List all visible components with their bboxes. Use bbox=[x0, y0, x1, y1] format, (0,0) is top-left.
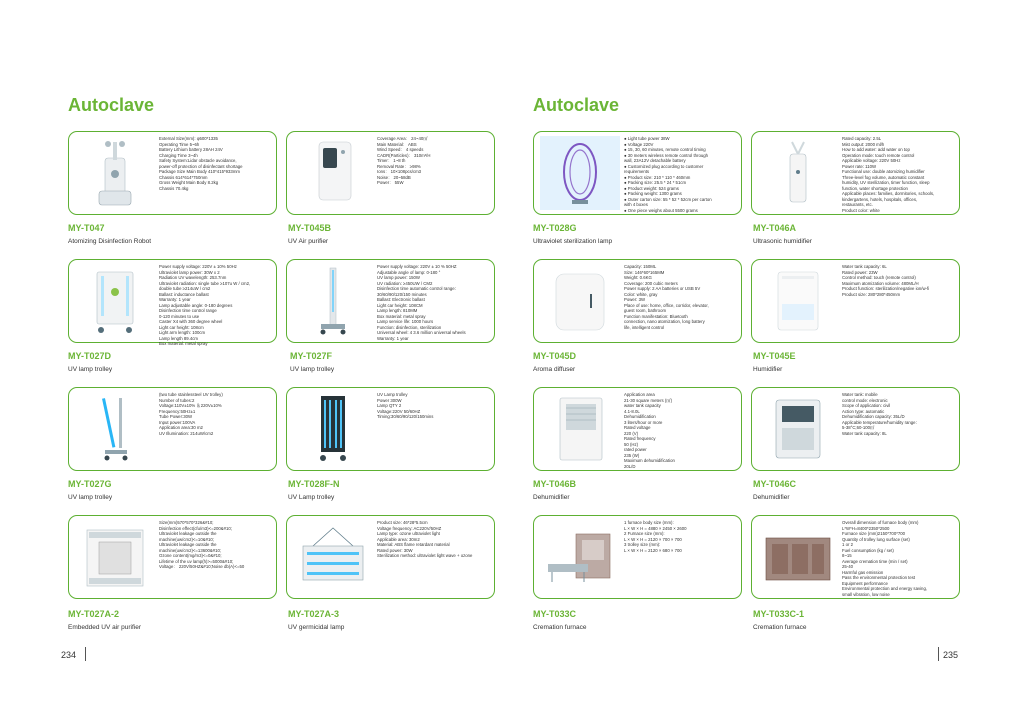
product-model: MY-T047 bbox=[68, 223, 105, 233]
product-specs: Product size: 46*28*5.5cm Voltage frequency: AC220V/50HZ Lamp type: ozone ultraviolet light Applicable area: 30m2 Material: ABS flame retardant material Rated power: 30W Sterilization method: ultraviolet light wave + ozone bbox=[377, 520, 473, 558]
product-model: MY-T027A-3 bbox=[288, 609, 340, 619]
product-model: MY-T046B bbox=[533, 479, 577, 489]
atomizing-robot-image bbox=[75, 136, 155, 210]
product-name: Cremation furnace bbox=[533, 624, 587, 631]
product-model: MY-T033C-1 bbox=[753, 609, 805, 619]
product-name: Cremation furnace bbox=[753, 624, 807, 631]
product-specs: Size(mm)570*570*326&#10; Disinfection effect(cfu/m3)<=200&#10; Ultraviolet leakage outside the machine(uw/cm2)<=10&#10; Ultraviolet leakage outside the machine(uw/cm2)<=13600&#10; Ozone content(mg/m3)<=0&#10; Lifetime of the uv lamp(h)>=5000&#10; Voltage： 220V/50HZ&#10;Noise db(A)<=50 bbox=[159, 520, 245, 569]
product-name: Embedded UV air purifier bbox=[68, 624, 141, 631]
product-card-my-t045d bbox=[533, 259, 742, 343]
product-model: MY-T027F bbox=[290, 351, 333, 361]
uv-trolley-image bbox=[75, 392, 155, 466]
product-model: MY-T045E bbox=[753, 351, 796, 361]
page-number-divider bbox=[85, 647, 86, 661]
uv-sterilization-lamp-image bbox=[540, 136, 620, 210]
product-model: MY-T045D bbox=[533, 351, 577, 361]
product-model: MY-T027G bbox=[68, 479, 112, 489]
product-name: Atomizing Disinfection Robot bbox=[68, 238, 152, 245]
product-specs: Capacity: 150ML Size: 146*60*165MM Weight: 0.6KG Coverage: 200 cubic meters Power supply: 2 AA batteries or USB 5V Color: white, gray Power: 3W Place of use: home, office, corridor, elevator, guest room, bathroom Function manifestation: Bluetooth connection, nano atomization, long battery life, intelligent control bbox=[624, 264, 709, 330]
product-specs: Application area 21-30 square meters (㎡) water tank capacity 4.1-8.0L Dehumidification 3 liters/hour or more Rated voltage 220 (V) Rated frequency 50 (Hz) rated power 235 (W) Maximum dehumidification 20L/D bbox=[624, 392, 675, 469]
page-number: 234 bbox=[61, 650, 77, 660]
product-name: UV germicidal lamp bbox=[288, 624, 345, 631]
dehumidifier-image bbox=[758, 392, 838, 466]
product-card-my-t046a bbox=[751, 131, 960, 215]
product-model: MY-T033C bbox=[533, 609, 577, 619]
product-specs: Rated capacity: 2.5L Mist output: 2000 ml/h How to add water: add water on top Operation mode: touch remote control Applicable voltage: 220V 50Hz Power rate: 110W Functional use: double atomizing humidifier Three-level fog volume, automatic constant humidity, UV sterilization, timer function, sleep function, water shortage protection Applicable places: families, dormitories, schools, kindergartens, hotels, hospitals, offices, restaurants, etc. Product color: white bbox=[842, 136, 935, 213]
product-model: MY-T028F-N bbox=[288, 479, 340, 489]
aroma-diffuser-image bbox=[540, 264, 620, 338]
product-name: UV lamp trolley bbox=[68, 494, 113, 501]
product-specs: UV Lamp trolley Power 300W Lamp QTY 2 Voltage:220V 50/60HZ Timing:30/60/90/120/150mins bbox=[377, 392, 434, 419]
uv-trolley-image bbox=[293, 264, 373, 338]
product-card-my-t046c bbox=[751, 387, 960, 471]
germicidal-lamp-image bbox=[293, 520, 373, 594]
product-model: MY-T046C bbox=[753, 479, 797, 489]
product-specs: Power supply voltage: 220V ± 10% 50Hz Ultraviolet lamp power: 30W x 2 Radiation UV wavelength: 253.7nm Ultraviolet radiation: single tube ≥107u W / cm2, double tube ≥214uW / cm2 Ballast: inductance ballast Warranty: 1 year Lamp adjustable angle: 0-180 degrees Disinfection time control range 0-120 minutes to use Caster X4 with 360 degree wheel Light car height: 108cm Light arm length: 100cm Lamp length 89.4cm Box material: metal spray bbox=[159, 264, 251, 346]
page-number-divider bbox=[938, 647, 939, 661]
product-specs: Water tank: mobile control mode: electronic Scope of application: civil Action type: automatic Dehumidification capacity: 35L/D Applicable temperature/humidity range: 5-38°C;60-100㎡ Water tank capacity: 8L bbox=[842, 392, 917, 436]
product-specs: External Size(mm): φ500*1335 Operating Time 5~6h Battery Lithium battery 28AH 24V Charging Time 3~4h Safety System:Lidar obstacle avoidance, power-off protection of disinfectant shortage Package Size Main Body 410*415*933mm Chassis 614*614*750mm Gross Weight Main Body 8.2kg Chassis 70.4kg bbox=[159, 136, 243, 191]
left-page-title: Autoclave bbox=[68, 95, 155, 115]
product-name: UV Lamp trolley bbox=[288, 494, 335, 501]
product-card-my-t027a-3 bbox=[286, 515, 495, 599]
product-name: Aroma diffuser bbox=[533, 366, 576, 373]
dehumidifier-image bbox=[540, 392, 620, 466]
product-card-my-t027g bbox=[68, 387, 277, 471]
product-specs: Coverage Area： 24~40㎡ Main Material： ABS Wind Speed： 4 speeds CADR(Particles)： 310m³/H Timer： 1~8 th Removal Rate： ≥98% Ions： 10×108pcs/cm3 Noise： 20~58dB Power： 55W bbox=[377, 136, 431, 185]
product-model: MY-T027D bbox=[68, 351, 112, 361]
product-name: Dehumidifier bbox=[753, 494, 790, 501]
product-specs: ● Light tube power 38W ● Voltage 220V ● 15, 30, 60 minutes, remote control timing ● 30 meters wireless remote control through wall, 23A12V detachable battery ● Customized plug according to customer requirements ● Product size: 210 * 110 * 460mm ● Packing size: 25.5 * 24 * 51cm ● Product weight: 524 grams ● Packing weight: 1300 grams ● Outer carton size: 55 * 52 * 52cm per carton with 4 boxes ● One piece weighs about 5500 grams bbox=[624, 136, 712, 213]
cremation-furnace-image bbox=[540, 520, 620, 594]
page-number: 235 bbox=[943, 650, 959, 660]
product-card-my-t047 bbox=[68, 131, 277, 215]
cremation-furnace-image bbox=[758, 520, 838, 594]
product-specs: (two tube stainlessteel UV trolley) Number of tubes:2 Voltage:110V±10% ＆220V±10% Frequency:50Hz±1 Tube Power:30W Input power:100VA Application area:30 m2 UV Illumination: 214uW/cm2 bbox=[159, 392, 223, 436]
product-card-my-t027d bbox=[68, 259, 277, 346]
product-card-my-t027f bbox=[286, 259, 495, 343]
product-card-my-t028g bbox=[533, 131, 742, 215]
embedded-purifier-image bbox=[75, 520, 155, 594]
product-name: UV lamp trolley bbox=[290, 366, 335, 373]
product-card-my-t033c-1 bbox=[751, 515, 960, 599]
product-name: Ultrasonic humidifier bbox=[753, 238, 812, 245]
right-page-title: Autoclave bbox=[533, 95, 620, 115]
product-name: Humidifier bbox=[753, 366, 783, 373]
product-card-my-t033c bbox=[533, 515, 742, 599]
product-model: MY-T028G bbox=[533, 223, 577, 233]
product-model: MY-T045B bbox=[288, 223, 332, 233]
humidifier-image bbox=[758, 264, 838, 338]
product-card-my-t027a-2 bbox=[68, 515, 277, 599]
product-card-my-t045e bbox=[751, 259, 960, 343]
product-card-my-t046b bbox=[533, 387, 742, 471]
product-model: MY-T046A bbox=[753, 223, 797, 233]
product-name: Ultraviolet sterilization lamp bbox=[533, 238, 613, 245]
product-name: Dehumidifier bbox=[533, 494, 570, 501]
product-specs: Power supply voltage: 220V ± 10 % 50HZ Adjustable angle of lamp: 0-180 ° UV lamp power: 150W UV radiation: ≥450UW / CM2 Disinfection time automatic control range: 30/60/90/120/150 minutes Ballast: Electronic ballast Light car height: 108CM Lamp length: 810MM Box material: metal spray Lamp service life: 1000 hours Function: disinfection, sterilization Universal wheel: 4 3.6 million universal wheels Warranty: 1 year bbox=[377, 264, 466, 341]
product-model: MY-T027A-2 bbox=[68, 609, 120, 619]
product-specs: Water tank capacity: 6L Rated power: 23W Control method: touch (remote control) Maximum atomization volume: 480ML/H Product function: sterilization/negative ion/w-fi Product size: 280*280*450mm bbox=[842, 264, 930, 297]
product-card-my-t045b bbox=[286, 131, 495, 215]
uv-trolley-image bbox=[75, 264, 155, 338]
product-specs: Overall dimension of furnace body (mm) L*W*H=8400*2350*2500 Furnace size (mm)2150*700*700 Quantity of trolley lung surface (set) 1 or 2 Fuel consumption (kg / set) 8~15 Average cremation time (min / set) 25-40 Harmful gas emission Pass the environmental protection test Equipment performance Environmental protection and energy saving, small vibration, low noise bbox=[842, 520, 928, 597]
product-specs: 1 furnace body size (mm): L × W × H = 4880 × 2450 × 2600 2 Furnace size (mm): L × W × H = 2120 × 700 × 700 3 trolley size (mm): L × W × H = 2120 × 680 × 700 bbox=[624, 520, 687, 553]
product-name: UV lamp trolley bbox=[68, 366, 113, 373]
product-name: UV Air purifier bbox=[288, 238, 329, 245]
humidifier-image bbox=[758, 136, 838, 210]
product-card-my-t028f-n bbox=[286, 387, 495, 471]
uv-trolley-image bbox=[293, 392, 373, 466]
air-purifier-image bbox=[293, 136, 373, 210]
